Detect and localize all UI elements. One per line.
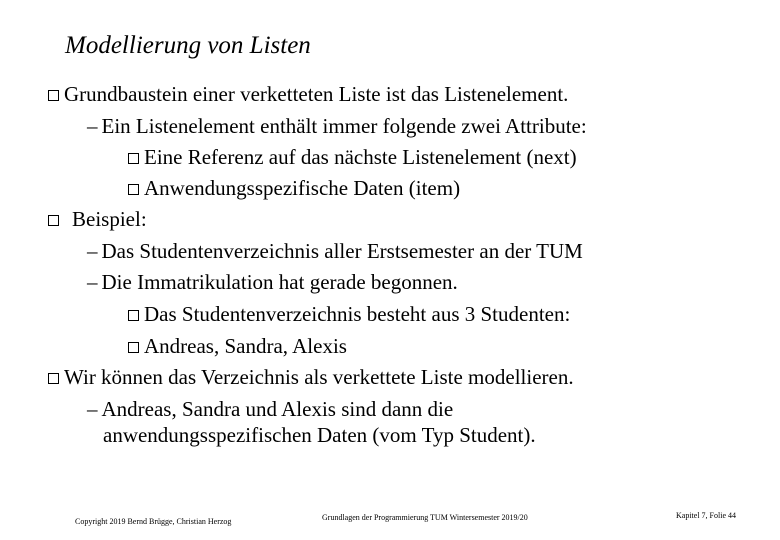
bullet-line-5 [48,207,147,231]
slide-title: Modellierung von Listen [65,32,311,59]
bullet-text: Grundbaustein einer verketteten Liste ist das Listenelement. [64,82,569,106]
bullet-text: Andreas, Sandra, Alexis [144,334,347,358]
bullet-text: Wir können das Verzeichnis als verkettete Liste modellieren. [64,365,574,389]
bullet-line-6 [87,239,583,263]
bullet-text: Anwendungsspezifische Daten (item) [144,176,461,200]
bullet-line-2 [87,114,587,138]
dash-bullet: – [87,397,98,421]
dash-bullet: – [87,270,98,294]
bullet-text: Beispiel: [72,207,147,231]
checkbox-bullet-icon [128,342,139,353]
dash-bullet: – [87,114,98,138]
footer-page: Kapitel 7, Folie 44 [676,511,736,520]
bullet-text: Die Immatrikulation hat gerade begonnen. [101,270,458,294]
checkbox-bullet-icon [48,90,59,101]
bullet-line-7 [87,270,458,294]
bullet-text: Das Studentenverzeichnis aller Erstsemester an der TUM [101,239,583,263]
bullet-line-1 [48,82,568,106]
checkbox-bullet-icon [128,153,139,164]
footer-copyright: Copyright 2019 Bernd Brügge, Christian Herzog [75,517,232,526]
bullet-line-10 [48,365,574,389]
bullet-line-12 [103,423,536,447]
bullet-text: Ein Listenelement enthält immer folgende zwei Attribute: [101,114,587,138]
footer-course: Grundlagen der Programmierung TUM Wintersemester 2019/20 [322,513,528,522]
bullet-line-8 [128,302,570,326]
checkbox-bullet-icon [48,373,59,384]
bullet-line-11 [87,397,453,421]
bullet-line-3 [128,145,577,169]
dash-bullet: – [87,239,98,263]
bullet-text: Andreas, Sandra und Alexis sind dann die [101,397,454,421]
checkbox-bullet-icon [128,310,139,321]
bullet-line-4 [128,176,460,200]
bullet-line-9 [128,334,347,358]
bullet-text: Das Studentenverzeichnis besteht aus 3 Studenten: [144,302,571,326]
bullet-text: anwendungsspezifischen Daten (vom Typ Student). [103,423,536,447]
bullet-text: Eine Referenz auf das nächste Listenelement (next) [144,145,577,169]
checkbox-bullet-icon [48,215,59,226]
checkbox-bullet-icon [128,184,139,195]
